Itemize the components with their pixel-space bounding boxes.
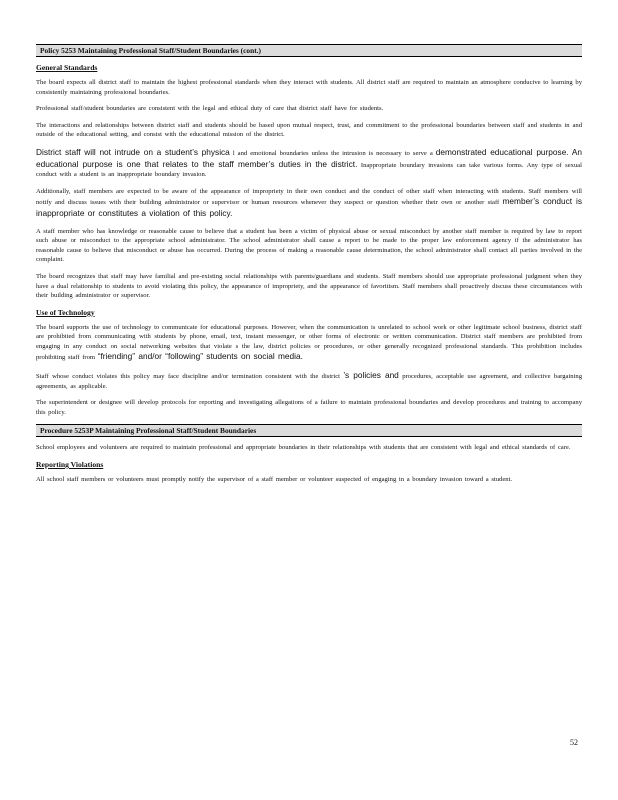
general-standards-paragraph-5 [36,187,582,220]
paragraph-5-large-text: member’s conduct is inappropriate or constitutes a violation of this policy. [36,196,582,218]
document-page [36,44,582,492]
paragraph-4-large-text-2: demonstrated educational purpose. An educational purpose is one that relates to the staff member’s duties in the district. [36,146,582,169]
procedure-paragraph-1: School employees and volunteers are required to maintain professional and appropriate boundaries in their relationships with students that are consistent with legal and ethical standards of care. [36,444,571,452]
general-standards-paragraph-3: The interactions and relationships between district staff and students should be based upon mutual respect, trust, and commitment to the professional boundaries between staff and students in and outside of the educational setting, and consist with the educational mission of the district. [36,121,582,139]
technology-paragraph-2-large-text: ’s policies and [343,370,399,381]
technology-paragraph-2-small-text: Staff whose conduct violates this policy may face discipline and/or termination consistent with the district [36,373,340,381]
technology-paragraph-1-small-text: The board supports the use of technology to communicate for educational purposes. However, when the communication is unrelated to school work or other legitimate school business, district staff are prohibited from communicating with students by phone, email, text, instant messenger, or other forms of electronic or written communication. District staff members are prohibited from engaging in any conduct on social networking websites that violate s the law, district policies or procedures, or other generally recognized professional standards. This prohibition includes prohibiting staff from [36,323,582,362]
paragraph-4-small-text: l and emotional boundaries unless the intrusion is necessary to serve a [232,149,433,157]
use-of-technology-paragraph-2 [36,370,582,391]
use-of-technology-heading: Use of Technology [36,307,95,317]
use-of-technology-paragraph-3: The superintendent or designee will develop protocols for reporting and investigating allegations of a failure to maintain professional boundaries and develop procedures and training to accompany this policy. [36,399,582,416]
technology-paragraph-2-rest-text: procedures, acceptable use agreement, and collective bargaining agreements, as applicable. [36,373,582,390]
paragraph-4-rest-text: Inappropriate boundary invasions can take various forms. Any type of sexual conduct with a student is an inappropriate boundary invasion. [36,161,582,179]
paragraph-4-large-text-1: District staff will not intrude on a student’s physica [36,146,230,157]
general-standards-paragraph-7: The board recognizes that staff may have familial and pre-existing social relationships with parents/guardians and students. Staff members should use appropriate professional judgment when they have a dual relationship to students to avoid violating this policy, the appearance of impropriety, and the appearance of favoritism. Staff members shall proactively discuss these circumstances with their building administrator or supervisor. [36,272,582,300]
general-standards-paragraph-4 [36,147,582,180]
reporting-violations-paragraph-1: All school staff members or volunteers must promptly notify the supervisor of a staff member or volunteer suspected of engaging in a boundary invasion toward a student. [36,476,513,484]
general-standards-paragraph-2: Professional staff/student boundaries are consistent with the legal and ethical duty of care that district staff have for students. [36,105,384,113]
reporting-violations-heading: Reporting Violations [36,460,104,470]
page-number: 52 [570,738,578,747]
general-standards-heading: General Standards [36,63,98,72]
technology-paragraph-1-large-text: “friending” and/or “following” students on social media. [97,351,303,362]
policy-header-bar: Policy 5253 Maintaining Professional Staff/Student Boundaries (cont.) [36,44,582,57]
use-of-technology-paragraph-1 [36,323,582,363]
general-standards-paragraph-6: A staff member who has knowledge or reasonable cause to believe that a student has been a victim of physical abuse or sexual misconduct by another staff member is required by law to report such abuse or misconduct to the appropriate school administrator. The school administrator shall cause a report to be made to the proper law enforcement agency if the administrator has reasonable cause to believe that misconduct or abuse has occurred. During the process of making a reasonable cause determination, the school administrator shall contact all parties involved in the complaint. [36,227,582,264]
procedure-header-bar: Procedure 5253P Maintaining Professional Staff/Student Boundaries [36,424,582,437]
general-standards-paragraph-1: The board expects all district staff to maintain the highest professional standards when they interact with students. All district staff are required to maintain an atmosphere conducive to learning by consistently maintaining professional boundaries. [36,79,582,96]
paragraph-5-small-text: Additionally, staff members are expected to be aware of the appearance of impropriety in their own conduct and the conduct of other staff when interacting with students. Staff members will notify and discuss issues with their building administrator or supervisor or human resources whenever they suspect or question whether their own or another staff [36,187,582,207]
